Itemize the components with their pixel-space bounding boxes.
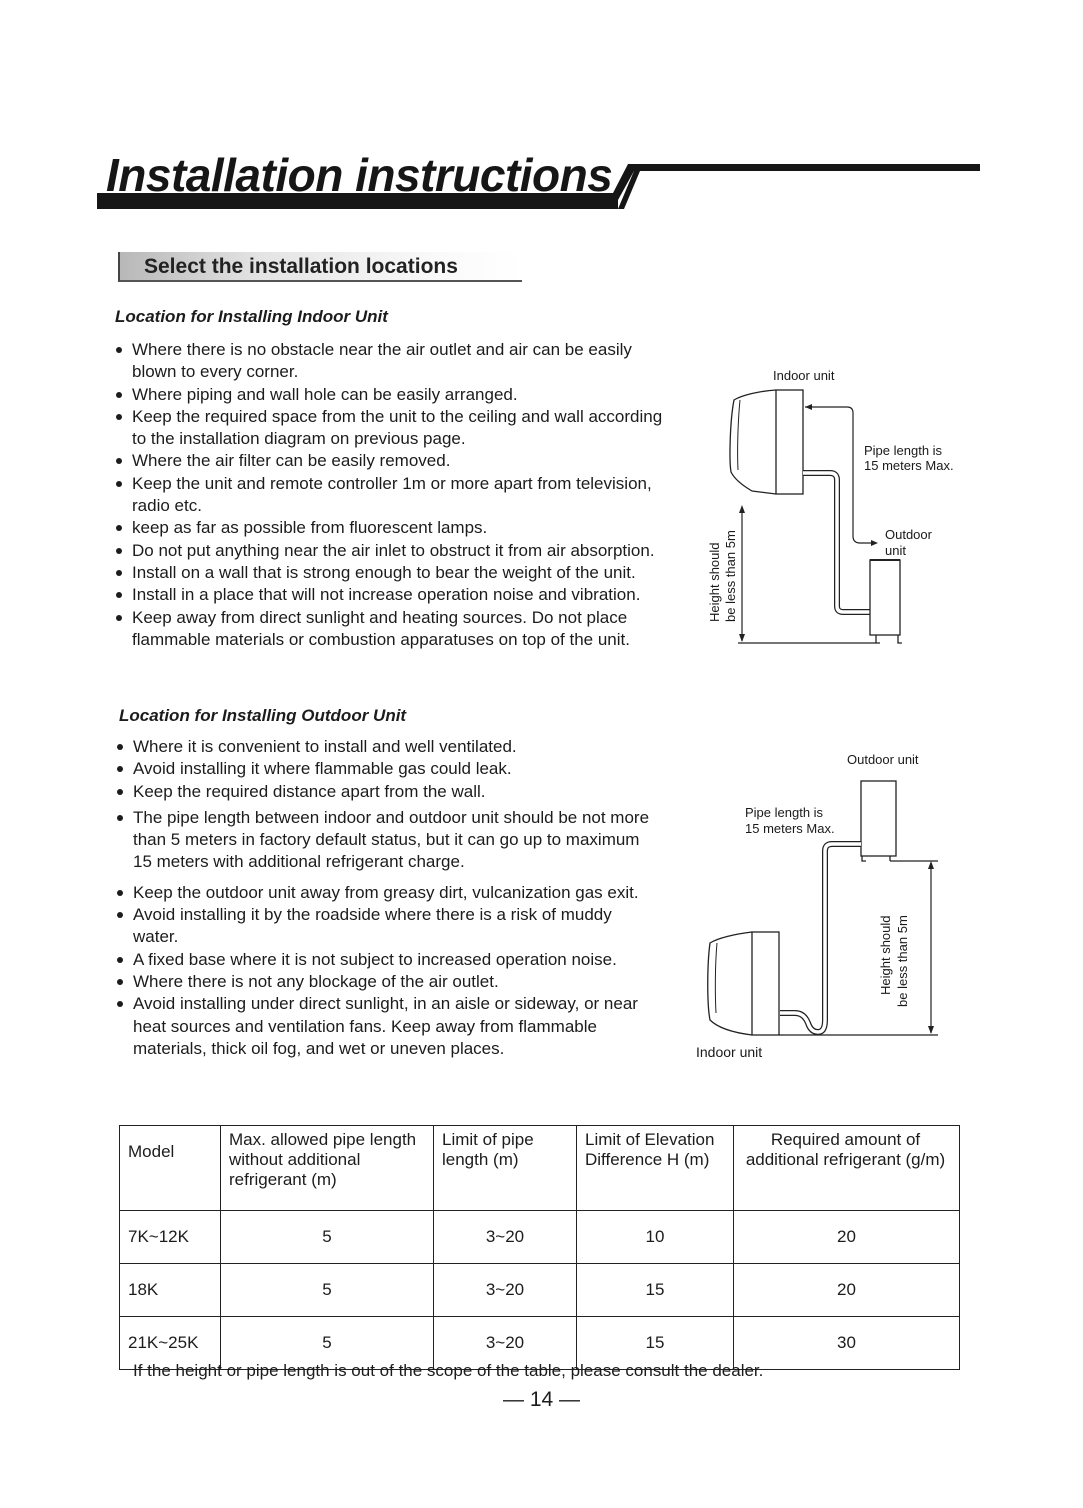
list-item: Where the air filter can be easily removed. [115, 450, 680, 472]
cell-limit-length: 3~20 [434, 1264, 577, 1317]
pipe-length-line2: 15 meters Max. [745, 821, 835, 836]
outdoor-unit-icon [870, 560, 902, 643]
outdoor-installation-diagram [680, 745, 980, 1065]
pipe-length-line1: Pipe length is [745, 805, 824, 820]
cell-refrigerant: 30 [734, 1317, 960, 1370]
list-item: Where it is convenient to install and well ventilated. [116, 736, 651, 758]
cell-limit-length: 3~20 [434, 1211, 577, 1264]
table-header-row [120, 1126, 960, 1211]
cell-model: 21K~25K [120, 1317, 221, 1370]
list-item: Keep the required space from the unit to the ceiling and wall according to the installation diagram on previous page. [115, 406, 680, 451]
section-header-label: Select the installation locations [144, 255, 458, 278]
cell-elevation: 15 [577, 1317, 734, 1370]
list-item: Install on a wall that is strong enough to bear the weight of the unit. [115, 562, 680, 584]
height-label-line2: be less than 5m [723, 530, 738, 622]
outdoor-bullet-list [116, 736, 651, 1060]
list-item: A fixed base where it is not subject to increased operation noise. [116, 949, 651, 971]
pipe-length-line2: 15 meters Max. [864, 458, 954, 473]
cell-limit-length: 3~20 [434, 1317, 577, 1370]
table-footnote: If the height or pipe length is out of the scope of the table, please consult the dealer. [133, 1361, 764, 1380]
list-item: The pipe length between indoor and outdoor unit should be not more than 5 meters in factory default status, but it can go up to maximum 15 meters with additional refrigerant charge. [116, 807, 651, 874]
table-row [120, 1211, 960, 1264]
list-item: Keep the required distance apart from the wall. [116, 781, 651, 803]
cell-elevation: 15 [577, 1264, 734, 1317]
column-header-model [120, 1126, 221, 1211]
list-item: Keep the unit and remote controller 1m or more apart from television, radio etc. [115, 473, 680, 518]
header-text: refrigerant (m) [229, 1170, 337, 1189]
section-header [118, 252, 522, 282]
refrigerant-pipe [780, 844, 861, 1032]
header-text: length (m) [442, 1150, 519, 1169]
list-item: Avoid installing it by the roadside where there is a risk of muddy water. [116, 904, 651, 949]
list-item: Avoid installing it where flammable gas could leak. [116, 758, 651, 780]
outdoor-subheading: Location for Installing Outdoor Unit [119, 706, 407, 725]
cell-refrigerant: 20 [734, 1211, 960, 1264]
header-text: additional refrigerant (g/m) [745, 1150, 946, 1169]
cell-max-length: 5 [221, 1264, 434, 1317]
header-text: Limit of Elevation [585, 1130, 715, 1149]
header-text: without additional [229, 1150, 361, 1169]
column-header-additional-refrigerant [734, 1126, 960, 1211]
cell-max-length: 5 [221, 1317, 434, 1370]
header-text: Limit of pipe [442, 1130, 534, 1149]
cell-elevation: 10 [577, 1211, 734, 1264]
list-item: Where there is not any blockage of the air outlet. [116, 971, 651, 993]
cell-model: 18K [120, 1264, 221, 1317]
list-item: Where there is no obstacle near the air outlet and air can be easily blown to every corner. [115, 339, 680, 384]
indoor-unit-icon [730, 390, 803, 494]
header-text: Difference H (m) [585, 1150, 710, 1169]
column-header-elevation-limit [577, 1126, 734, 1211]
height-label-line2: be less than 5m [895, 915, 910, 1007]
indoor-bullet-list [115, 339, 680, 651]
diagram-outdoor-label-2: unit [885, 543, 906, 558]
diagram-outdoor-label-1: Outdoor [885, 527, 932, 542]
header-text: Max. allowed pipe length [229, 1130, 417, 1149]
diagram-indoor-label: Indoor unit [696, 1044, 763, 1060]
header-text: Model [128, 1142, 175, 1161]
indoor-unit-icon [708, 932, 779, 1035]
column-header-max-pipe-length [221, 1126, 434, 1211]
cell-refrigerant: 20 [734, 1264, 960, 1317]
list-item: Keep away from direct sunlight and heating sources. Do not place flammable materials or combustion apparatuses on top of the unit. [115, 607, 680, 652]
height-label-line1: Height should [707, 542, 722, 622]
list-item: Avoid installing under direct sunlight, in an aisle or sideway, or near heat sources and ventilation fans. Keep away from flammable materials, thick oil fog, and wet or uneven places. [116, 993, 651, 1060]
cell-max-length: 5 [221, 1211, 434, 1264]
column-header-limit-pipe-length [434, 1126, 577, 1211]
list-item: keep as far as possible from fluorescent lamps. [115, 517, 680, 539]
indoor-subheading: Location for Installing Indoor Unit [115, 307, 388, 326]
diagram-outdoor-label: Outdoor unit [847, 752, 919, 767]
indoor-installation-diagram [690, 360, 990, 660]
diagram-indoor-label: Indoor unit [773, 368, 835, 383]
table-row [120, 1264, 960, 1317]
list-item: Keep the outdoor unit away from greasy dirt, vulcanization gas exit. [116, 882, 651, 904]
outdoor-unit-icon [861, 781, 896, 861]
header-text: Required amount of [770, 1130, 921, 1149]
pipe-spec-table [119, 1125, 960, 1370]
page-number: — 14 — [502, 1388, 581, 1411]
cell-model: 7K~12K [120, 1211, 221, 1264]
list-item: Where piping and wall hole can be easily arranged. [115, 384, 680, 406]
list-item: Do not put anything near the air inlet to obstruct it from air absorption. [115, 540, 680, 562]
height-label-line1: Height should [878, 915, 893, 995]
list-item: Install in a place that will not increase operation noise and vibration. [115, 584, 680, 606]
page-title: Installation instructions [106, 149, 613, 201]
pipe-length-line1: Pipe length is [864, 443, 943, 458]
